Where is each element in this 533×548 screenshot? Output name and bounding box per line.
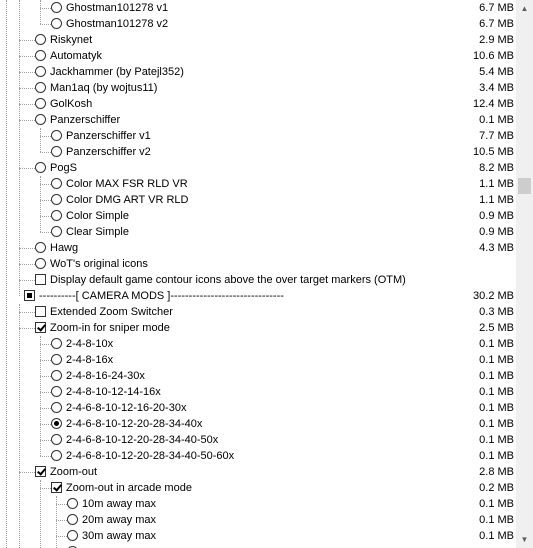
tree-item-size: 5.4 MB bbox=[479, 66, 514, 78]
tree-item-size: 0.1 MB bbox=[479, 434, 514, 446]
tree-item-size: 1.1 MB bbox=[479, 194, 514, 206]
tree-connector bbox=[19, 280, 35, 281]
tree-item-label: 2-4-6-8-10-12-20-28-34-40x bbox=[66, 418, 203, 430]
radio-button[interactable] bbox=[67, 514, 78, 525]
tree-item[interactable] bbox=[0, 432, 516, 448]
tree-connector bbox=[19, 40, 35, 41]
tree-item-label: Panzerschiffer v1 bbox=[66, 130, 151, 142]
tree-item-size: 3.4 MB bbox=[479, 82, 514, 94]
tree-item[interactable] bbox=[0, 320, 516, 336]
radio-button[interactable] bbox=[67, 498, 78, 509]
tree-item-label: WoT's original icons bbox=[50, 258, 148, 270]
tree-connector bbox=[19, 168, 35, 169]
tree-item-size: 0.1 MB bbox=[479, 386, 514, 398]
tree-connector bbox=[19, 88, 35, 89]
tree-item-label: 10m away max bbox=[82, 498, 156, 510]
tree-connector bbox=[40, 232, 51, 233]
tree-item-size: 0.1 MB bbox=[479, 114, 514, 126]
tree-item-label: Color Simple bbox=[66, 210, 129, 222]
tree-item-size: 0.1 MB bbox=[479, 514, 514, 526]
tree-connector bbox=[40, 152, 51, 153]
tree-item[interactable] bbox=[0, 128, 516, 144]
tree-item[interactable] bbox=[0, 112, 516, 128]
tree-item-label: 2-4-6-8-10-12-16-20-30x bbox=[66, 402, 187, 414]
tree-item-label: 30m away max bbox=[82, 530, 156, 542]
radio-button[interactable] bbox=[35, 82, 46, 93]
radio-button[interactable] bbox=[35, 98, 46, 109]
tree-item[interactable] bbox=[0, 544, 516, 548]
tree-item[interactable] bbox=[0, 176, 516, 192]
tree-item-label: GolKosh bbox=[50, 98, 93, 110]
tree-item-size: 0.1 MB bbox=[479, 418, 514, 430]
checkbox[interactable] bbox=[35, 274, 46, 285]
tree-item-label: Zoom-out in arcade mode bbox=[66, 482, 192, 494]
tree-item-label: 2-4-8-16-24-30x bbox=[66, 370, 145, 382]
tree-connector bbox=[40, 216, 51, 217]
tree-item-size: 8.2 MB bbox=[479, 162, 514, 174]
tree-item-size: 0.1 MB bbox=[479, 402, 514, 414]
tree-item-label: 2-4-6-8-10-12-20-28-34-40-50x bbox=[66, 434, 219, 446]
tree-connector bbox=[40, 24, 51, 25]
tree-item-size: 7.7 MB bbox=[479, 130, 514, 142]
tree-item-label: Ghostman101278 v1 bbox=[66, 2, 169, 14]
tree-item-label: Clear Simple bbox=[66, 226, 129, 238]
tree-item-size: 0.1 MB bbox=[479, 498, 514, 510]
tree-connector bbox=[19, 472, 35, 473]
tree-connector bbox=[56, 504, 67, 505]
radio-button[interactable] bbox=[35, 162, 46, 173]
tree-item-size: 12.4 MB bbox=[473, 98, 514, 110]
tree-connector bbox=[56, 536, 67, 537]
tree-item[interactable] bbox=[0, 352, 516, 368]
tree-item[interactable] bbox=[0, 304, 516, 320]
tree-item-size: 2.8 MB bbox=[479, 466, 514, 478]
tree-item-label: Automatyk bbox=[50, 50, 102, 62]
tree-item-size: 0.1 MB bbox=[479, 354, 514, 366]
scroll-down-arrow-icon: ▼ bbox=[520, 535, 529, 544]
checkbox[interactable] bbox=[35, 322, 46, 333]
tree-item-label: 2-4-8-10-12-14-16x bbox=[66, 386, 161, 398]
tree-item[interactable] bbox=[0, 272, 516, 288]
tree-item-label: PogS bbox=[50, 162, 77, 174]
tree-item[interactable] bbox=[0, 288, 516, 304]
tree-connector bbox=[40, 408, 51, 409]
tree-item[interactable] bbox=[0, 480, 516, 496]
radio-button[interactable] bbox=[51, 370, 62, 381]
scroll-up-button[interactable] bbox=[516, 0, 533, 17]
tree-item[interactable] bbox=[0, 160, 516, 176]
tree-connector bbox=[19, 312, 35, 313]
tree-connector bbox=[19, 104, 35, 105]
tree-item-label: Jackhammer (by Patejl352) bbox=[50, 66, 184, 78]
scrollbar-thumb[interactable] bbox=[518, 178, 531, 194]
radio-button[interactable] bbox=[51, 18, 62, 29]
checkbox[interactable] bbox=[24, 290, 35, 301]
tree-item-size: 0.9 MB bbox=[479, 226, 514, 238]
tree-item-size: 0.1 MB bbox=[479, 530, 514, 542]
tree-item[interactable] bbox=[0, 192, 516, 208]
tree-item-size: 0.2 MB bbox=[479, 482, 514, 494]
tree-item[interactable] bbox=[0, 256, 516, 272]
radio-button[interactable] bbox=[51, 338, 62, 349]
scroll-down-button[interactable] bbox=[516, 531, 533, 548]
tree-item-size: 0.1 MB bbox=[479, 370, 514, 382]
radio-button[interactable] bbox=[67, 530, 78, 541]
tree-item[interactable] bbox=[0, 368, 516, 384]
tree-connector bbox=[40, 392, 51, 393]
tree-item-label: 2-4-6-8-10-12-20-28-34-40-50-60x bbox=[66, 450, 235, 462]
tree-connector bbox=[19, 72, 35, 73]
tree-item[interactable] bbox=[0, 80, 516, 96]
radio-button[interactable] bbox=[51, 2, 62, 13]
tree-item-label: Color DMG ART VR RLD bbox=[66, 194, 189, 206]
tree-connector bbox=[40, 200, 51, 201]
tree-connector bbox=[40, 136, 51, 137]
radio-button[interactable] bbox=[35, 34, 46, 45]
radio-button[interactable] bbox=[51, 434, 62, 445]
tree-item-size: 0.3 MB bbox=[479, 306, 514, 318]
tree-connector bbox=[19, 56, 35, 57]
radio-button[interactable] bbox=[51, 178, 62, 189]
tree-connector bbox=[40, 344, 51, 345]
tree-item-label: Color MAX FSR RLD VR bbox=[66, 178, 188, 190]
radio-button[interactable] bbox=[51, 210, 62, 221]
tree-item-label: Zoom-out bbox=[50, 466, 98, 478]
radio-button[interactable] bbox=[51, 402, 62, 413]
tree-item[interactable] bbox=[0, 464, 516, 480]
tree-connector bbox=[40, 360, 51, 361]
radio-button[interactable] bbox=[51, 226, 62, 237]
tree-item-size: 30.2 MB bbox=[473, 290, 514, 302]
checkbox[interactable] bbox=[35, 466, 46, 477]
tree-item-label: Man1aq (by wojtus11) bbox=[50, 82, 158, 94]
tree-connector bbox=[19, 328, 35, 329]
tree-item-label: Panzerschiffer bbox=[50, 114, 121, 126]
radio-button[interactable] bbox=[51, 418, 62, 429]
radio-button[interactable] bbox=[51, 354, 62, 365]
tree-item-size: 0.9 MB bbox=[479, 210, 514, 222]
tree-connector bbox=[40, 440, 51, 441]
tree-item[interactable] bbox=[0, 512, 516, 528]
tree-item-size: 6.7 MB bbox=[479, 2, 514, 14]
tree-item[interactable] bbox=[0, 336, 516, 352]
tree-item[interactable] bbox=[0, 208, 516, 224]
tree-item-label: Zoom-in for sniper mode bbox=[50, 322, 170, 334]
tree-item-label: 2-4-8-16x bbox=[66, 354, 114, 366]
checkbox[interactable] bbox=[51, 482, 62, 493]
tree-item[interactable] bbox=[0, 528, 516, 544]
tree-item-label: Panzerschiffer v2 bbox=[66, 146, 151, 158]
radio-button[interactable] bbox=[35, 66, 46, 77]
tree-item[interactable] bbox=[0, 448, 516, 464]
tree-item-size: 4.3 MB bbox=[479, 242, 514, 254]
tree-connector bbox=[19, 248, 35, 249]
tree-item[interactable] bbox=[0, 32, 516, 48]
radio-button[interactable] bbox=[51, 146, 62, 157]
radio-button[interactable] bbox=[51, 450, 62, 461]
radio-button[interactable] bbox=[35, 242, 46, 253]
tree-connector bbox=[40, 424, 51, 425]
tree-item[interactable] bbox=[0, 384, 516, 400]
tree-item[interactable] bbox=[0, 48, 516, 64]
tree-item-size: 10.5 MB bbox=[473, 146, 514, 158]
scroll-up-arrow-icon: ▲ bbox=[520, 4, 529, 13]
tree-connector bbox=[40, 376, 51, 377]
tree-item-size: 2.5 MB bbox=[479, 322, 514, 334]
radio-button[interactable] bbox=[35, 258, 46, 269]
tree-item-size: 2.9 MB bbox=[479, 34, 514, 46]
tree-item[interactable] bbox=[0, 16, 516, 32]
tree-item[interactable] bbox=[0, 64, 516, 80]
tree-item[interactable] bbox=[0, 416, 516, 432]
tree-item-label: ----------[ CAMERA MODS ]------------------------------- bbox=[39, 290, 284, 302]
tree-item[interactable] bbox=[0, 96, 516, 112]
radio-button[interactable] bbox=[51, 130, 62, 141]
tree-connector bbox=[40, 8, 51, 9]
radio-button[interactable] bbox=[35, 114, 46, 125]
tree-connector bbox=[56, 520, 67, 521]
tree-item-label: Ghostman101278 v2 bbox=[66, 18, 169, 30]
tree-item-size: 0.1 MB bbox=[479, 338, 514, 350]
tree-item-size: 1.1 MB bbox=[479, 178, 514, 190]
tree-item[interactable] bbox=[0, 240, 516, 256]
checkbox[interactable] bbox=[35, 306, 46, 317]
vertical-scrollbar[interactable] bbox=[516, 0, 533, 548]
tree-item[interactable] bbox=[0, 224, 516, 240]
tree-item-label: Display default game contour icons above the over target markers (OTM) bbox=[50, 274, 406, 286]
tree-item[interactable] bbox=[0, 0, 516, 16]
tree-connector bbox=[40, 456, 51, 457]
tree-item-size: 0.1 MB bbox=[479, 450, 514, 462]
tree-connector bbox=[40, 488, 51, 489]
tree-item-size: 6.7 MB bbox=[479, 18, 514, 30]
radio-button[interactable] bbox=[35, 50, 46, 61]
tree-item-label: Hawg bbox=[50, 242, 79, 254]
tree-item[interactable] bbox=[0, 144, 516, 160]
tree-item-label: 20m away max bbox=[82, 514, 156, 526]
tree-item[interactable] bbox=[0, 496, 516, 512]
tree-item-label: Extended Zoom Switcher bbox=[50, 306, 173, 318]
tree-connector bbox=[40, 184, 51, 185]
tree-item-label: Riskynet bbox=[50, 34, 93, 46]
tree-item-label: 2-4-8-10x bbox=[66, 338, 114, 350]
radio-button[interactable] bbox=[51, 194, 62, 205]
radio-button[interactable] bbox=[51, 386, 62, 397]
tree-item-size: 10.6 MB bbox=[473, 50, 514, 62]
tree-connector bbox=[19, 264, 35, 265]
tree-item[interactable] bbox=[0, 400, 516, 416]
tree-connector bbox=[19, 120, 35, 121]
